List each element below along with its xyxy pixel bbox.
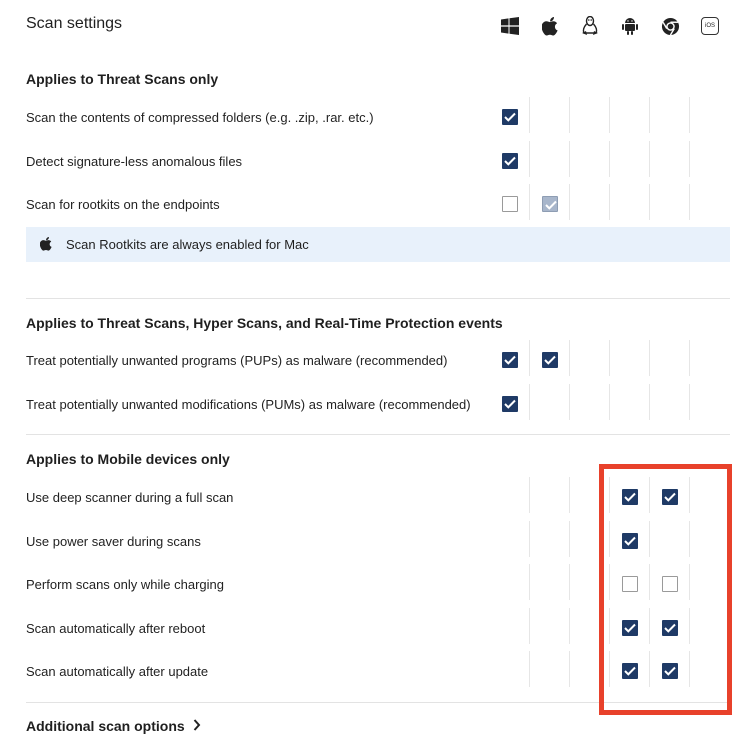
- checkmark-icon: [504, 355, 516, 365]
- additional-scan-options-link[interactable]: [26, 718, 201, 734]
- checkmark-icon: [544, 355, 556, 365]
- section-divider: [26, 298, 730, 299]
- setting-label-rootkits: Scan for rootkits on the endpoints: [26, 197, 220, 212]
- column-separator: [529, 340, 530, 376]
- section-heading-threat-scans: Applies to Threat Scans only: [26, 71, 219, 87]
- chevron-right-icon: [193, 718, 201, 734]
- page-title: Scan settings: [26, 15, 123, 32]
- column-separator: [529, 521, 530, 557]
- column-separator: [569, 141, 570, 177]
- column-separator: [529, 651, 530, 687]
- column-separator: [689, 97, 690, 133]
- setting-label-compressed-folders: Scan the contents of compressed folders (e.g. .zip, .rar. etc.): [26, 110, 374, 125]
- checkmark-icon: [504, 156, 516, 166]
- column-separator: [569, 477, 570, 513]
- checkmark-icon: [504, 112, 516, 122]
- android-icon: [618, 14, 642, 38]
- column-separator: [609, 184, 610, 220]
- column-separator: [529, 97, 530, 133]
- column-separator: [689, 141, 690, 177]
- column-separator: [569, 608, 570, 644]
- annotation-highlight-box: [599, 464, 732, 715]
- column-separator: [649, 141, 650, 177]
- checkbox-windows[interactable]: [502, 352, 518, 368]
- column-separator: [529, 141, 530, 177]
- apple-icon: [40, 237, 52, 256]
- checkbox-windows[interactable]: [502, 109, 518, 125]
- windows-icon: [498, 14, 522, 38]
- additional-scan-options-label: Additional scan options: [26, 718, 185, 734]
- setting-label-power-saver: Use power saver during scans: [26, 534, 201, 549]
- column-separator: [529, 184, 530, 220]
- setting-label-deep-scanner: Use deep scanner during a full scan: [26, 490, 234, 505]
- checkbox-windows[interactable]: [502, 196, 518, 212]
- column-separator: [649, 97, 650, 133]
- column-separator: [569, 384, 570, 420]
- column-separator: [689, 184, 690, 220]
- checkbox-mac[interactable]: [542, 352, 558, 368]
- checkbox-mac: [542, 196, 558, 212]
- column-separator: [569, 651, 570, 687]
- column-separator: [569, 340, 570, 376]
- column-separator: [649, 384, 650, 420]
- setting-label-after-reboot: Scan automatically after reboot: [26, 621, 206, 636]
- column-separator: [609, 340, 610, 376]
- column-separator: [689, 384, 690, 420]
- linux-icon: [578, 14, 602, 38]
- ios-icon: iOS: [698, 14, 722, 38]
- column-separator: [609, 141, 610, 177]
- column-separator: [529, 477, 530, 513]
- checkmark-icon: [545, 200, 557, 210]
- setting-label-after-update: Scan automatically after update: [26, 664, 209, 679]
- setting-label-signature-less: Detect signature-less anomalous files: [26, 154, 243, 169]
- section-heading-realtime: Applies to Threat Scans, Hyper Scans, and Real-Time Protection events: [26, 315, 503, 331]
- column-separator: [529, 384, 530, 420]
- info-note: [26, 227, 730, 262]
- apple-icon: [538, 14, 562, 38]
- column-separator: [569, 564, 570, 600]
- column-separator: [649, 340, 650, 376]
- column-separator: [569, 97, 570, 133]
- section-heading-mobile: Applies to Mobile devices only: [26, 451, 230, 467]
- column-separator: [649, 184, 650, 220]
- checkbox-windows[interactable]: [502, 153, 518, 169]
- checkbox-windows[interactable]: [502, 396, 518, 412]
- setting-label-pums: Treat potentially unwanted modifications (PUMs) as malware (recommended): [26, 397, 471, 412]
- section-divider: [26, 434, 730, 435]
- column-separator: [529, 564, 530, 600]
- column-separator: [689, 340, 690, 376]
- column-separator: [529, 608, 530, 644]
- checkmark-icon: [504, 399, 516, 409]
- column-separator: [569, 521, 570, 557]
- column-separator: [609, 97, 610, 133]
- column-separator: [609, 384, 610, 420]
- setting-label-pups: Treat potentially unwanted programs (PUPs) as malware (recommended): [26, 353, 448, 368]
- info-note-text: Scan Rootkits are always enabled for Mac: [66, 237, 309, 252]
- setting-label-while-charging: Perform scans only while charging: [26, 577, 224, 592]
- chrome-icon: [658, 14, 682, 38]
- column-separator: [569, 184, 570, 220]
